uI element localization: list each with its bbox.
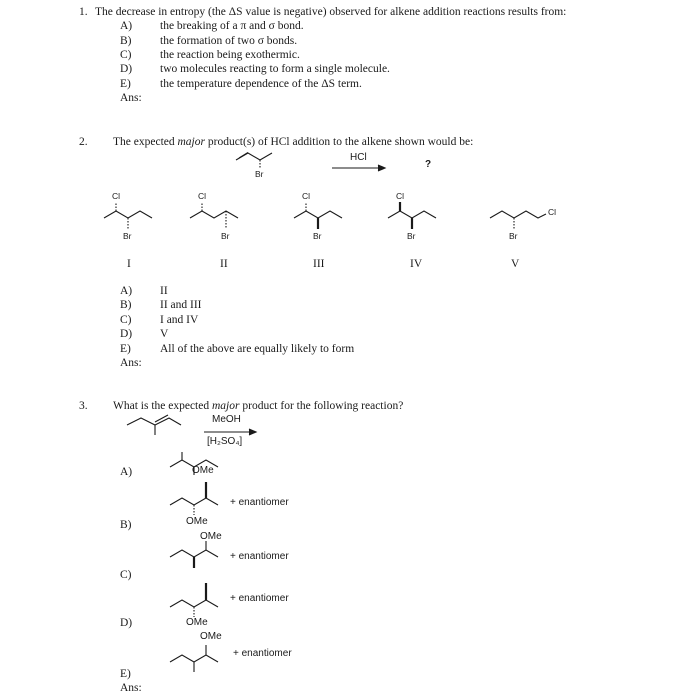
q2-unknown-product: ?	[425, 159, 432, 170]
q3-option-b-skeleton	[170, 498, 218, 505]
q1-option-b-letter: B)	[120, 35, 132, 47]
q2-reaction-arrowhead	[378, 165, 385, 171]
q1-option-c-letter: C)	[120, 49, 132, 61]
q3-option-d-ome: OMe	[186, 617, 208, 628]
q2-product-ii-br: Br	[221, 231, 230, 241]
q3-option-c-enantiomer: + enantiomer	[230, 551, 289, 562]
q3-ans: Ans:	[120, 682, 142, 694]
q3-option-c-skeleton	[170, 550, 218, 557]
q3-reaction-arrowhead	[249, 429, 256, 435]
q2-product-iii-cl: Cl	[302, 191, 311, 201]
q2-stem-emphasis: major	[177, 136, 205, 148]
q2-option-a-text: II	[160, 285, 168, 297]
q3-option-a-letter: A)	[120, 466, 133, 478]
q3-option-e-enantiomer: + enantiomer	[233, 648, 292, 659]
q2-option-b-letter: B)	[120, 299, 132, 311]
q1-option-d-letter: D)	[120, 63, 133, 75]
q2-stem-pre: The expected	[113, 136, 178, 148]
q3-reagent-meoh: MeOH	[212, 414, 241, 425]
q1-stem: The decrease in entropy (the ΔS value is negative) observed for alkene addition reactions results from:	[95, 6, 567, 18]
q3-option-d-enantiomer: + enantiomer	[230, 593, 289, 604]
q2-product-iv-cl: Cl	[396, 191, 405, 201]
q2-product-iii-br: Br	[313, 231, 322, 241]
q3-option-d-skeleton	[170, 600, 218, 607]
q3-stem-pre: What is the expected	[113, 400, 212, 412]
q3-stem-emphasis: major	[212, 400, 240, 412]
q3-option-b-ome: OMe	[186, 516, 208, 527]
q3-option-c-ome: OMe	[200, 531, 222, 542]
q1-option-e-text: the temperature dependence of the ΔS term.	[160, 78, 362, 90]
q2-product-i-cl: Cl	[112, 191, 121, 201]
q3-option-a-ome: OMe	[192, 465, 214, 476]
q3-option-c-letter: C)	[120, 569, 132, 581]
q2-option-e-text: All of the above are equally likely to form	[160, 343, 355, 355]
q2-label-ii: II	[220, 258, 228, 270]
q2-option-a-letter: A)	[120, 285, 133, 297]
q2-option-d-letter: D)	[120, 328, 133, 340]
q2-stem-post: product(s) of HCl addition to the alkene shown would be:	[204, 136, 474, 148]
q2-product-ii-cl: Cl	[198, 191, 207, 201]
q3-stem-post: product for the following reaction?	[239, 400, 404, 412]
q2-product-iv-skeleton	[388, 211, 436, 218]
q2-product-iii-skeleton	[294, 211, 342, 218]
q3-stem	[113, 400, 403, 413]
q2-alkene-br: Br	[255, 169, 264, 179]
q2-number: 2.	[79, 136, 88, 148]
q2-label-v: V	[511, 258, 520, 270]
q1-option-b-text: the formation of two σ bonds.	[160, 35, 298, 47]
q3-option-d-letter: D)	[120, 617, 133, 629]
q1-option-e-letter: E)	[120, 78, 131, 90]
q1-number: 1.	[79, 6, 88, 18]
q3-option-e-letter: E)	[120, 668, 131, 680]
q3-number: 3.	[79, 400, 88, 412]
q1-ans: Ans:	[120, 92, 142, 104]
q1-option-d-text: two molecules reacting to form a single molecule.	[160, 63, 390, 75]
q2-label-i: I	[127, 258, 131, 270]
q2-product-v-skeleton	[490, 211, 546, 218]
q2-product-v-cl: Cl	[548, 207, 557, 217]
q3-option-e-ome: OMe	[200, 631, 222, 642]
q3-option-b-enantiomer: + enantiomer	[230, 497, 289, 508]
q3-alkene-double-bond	[155, 415, 168, 422]
q2-alkene-double-bond	[239, 153, 248, 159]
q2-option-c-text: I and IV	[160, 314, 199, 326]
q2-product-i-br: Br	[123, 231, 132, 241]
q2-ans: Ans:	[120, 357, 142, 369]
q2-option-d-text: V	[160, 328, 169, 340]
q2-product-iv-br: Br	[407, 231, 416, 241]
q3-alkene-skeleton	[127, 418, 181, 425]
q3-option-e-skeleton	[170, 655, 218, 662]
q2-product-i-skeleton	[104, 211, 152, 218]
q2-product-v-br: Br	[509, 231, 518, 241]
q1-option-a-letter: A)	[120, 20, 133, 32]
q2-product-ii-skeleton	[190, 211, 238, 218]
q2-reagent-hcl: HCl	[350, 152, 367, 163]
q2-label-iv: IV	[410, 258, 423, 270]
q3-option-b-letter: B)	[120, 519, 132, 531]
q2-option-b-text: II and III	[160, 299, 202, 311]
q3-reagent-h2so4: [H₂SO₄]	[207, 436, 243, 447]
q2-label-iii: III	[313, 258, 325, 270]
q2-option-c-letter: C)	[120, 314, 132, 326]
q1-option-c-text: the reaction being exothermic.	[160, 49, 300, 61]
q2-option-e-letter: E)	[120, 343, 131, 355]
q1-option-a-text: the breaking of a π and σ bond.	[160, 20, 304, 32]
